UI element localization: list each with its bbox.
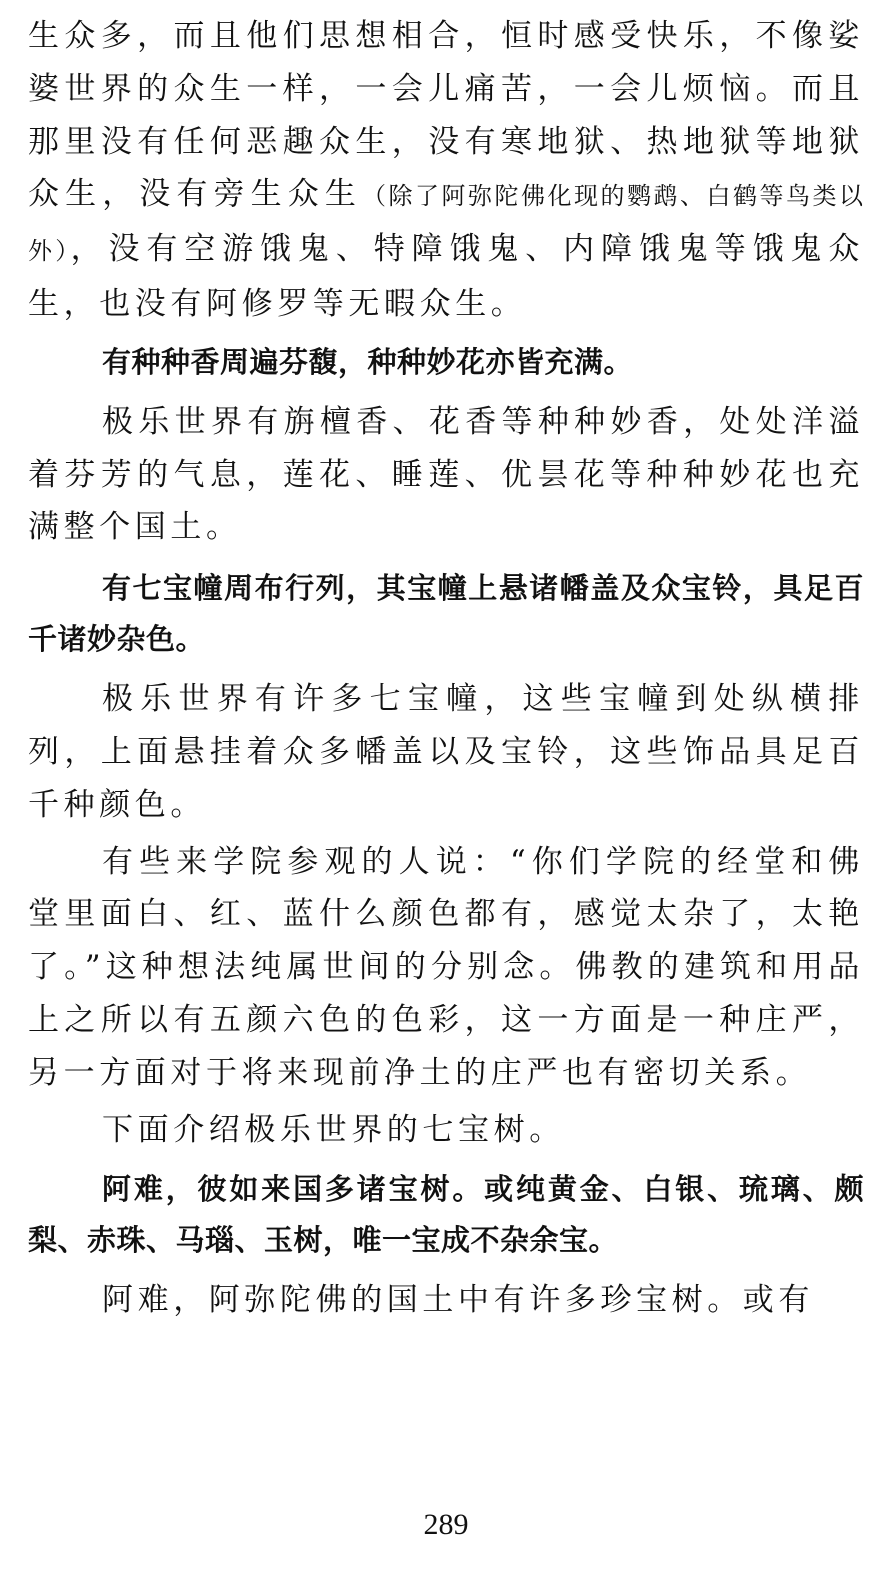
commentary-paragraph: 阿难，阿弥陀佛的国土中有许多珍宝树。或有: [102, 1282, 814, 1319]
commentary-paragraph: 有些来学院参观的人说：“你们学院的经堂和佛堂里面白、红、蓝什么颜色都有，感觉太杂了，太艳了。”这种想法纯属世间的分别念。佛教的建筑和用品上之所以有五颜六色的色彩，这一方面是一种庄严，另一方面对于将来现前净土的庄严也有密切关系。: [28, 843, 864, 1091]
sutra-quote: 阿难，彼如来国多诸宝树。或纯黄金、白银、琉璃、颇梨、赤珠、马瑙、玉树，唯一宝成不杂余宝。: [28, 1172, 864, 1258]
commentary-paragraph: 极乐世界有旃檀香、花香等种种妙香，处处洋溢着芬芳的气息，莲花、睡莲、优昙花等种种妙花也充满整个国土。: [28, 403, 864, 546]
commentary-text: ，没有空游饿鬼、特障饿鬼、内障饿鬼等饿鬼众生，也没有阿修罗等无暇众生。: [28, 231, 865, 322]
commentary-paragraph: 下面介绍极乐世界的七宝树。: [102, 1111, 565, 1148]
sutra-quote: 有七宝幢周布行列，其宝幢上悬诸幡盖及众宝铃，具足百千诸妙杂色。: [28, 571, 864, 657]
page-body: [28, 10, 864, 1327]
commentary-paragraph: 极乐世界有许多七宝幢，这些宝幢到处纵横排列，上面悬挂着众多幡盖以及宝铃，这些饰品具足百千种颜色。: [28, 681, 864, 823]
parenthetical-note: （除了阿弥陀佛化现的鹦鹉、白鹤等鸟类以外）: [28, 182, 864, 266]
page-number: 289: [423, 1508, 469, 1541]
sutra-quote: 有种种香周遍芬馥，种种妙花亦皆充满。: [102, 344, 634, 379]
commentary-paragraph: [28, 10, 864, 331]
commentary-text: 生众多，而且他们思想相合，恒时感受快乐，不像娑婆世界的众生一样，一会儿痛苦，一会儿烦恼。而且那里没有任何恶趣众生，没有寒地狱、热地狱等地狱众生，没有旁生众生: [28, 18, 864, 213]
